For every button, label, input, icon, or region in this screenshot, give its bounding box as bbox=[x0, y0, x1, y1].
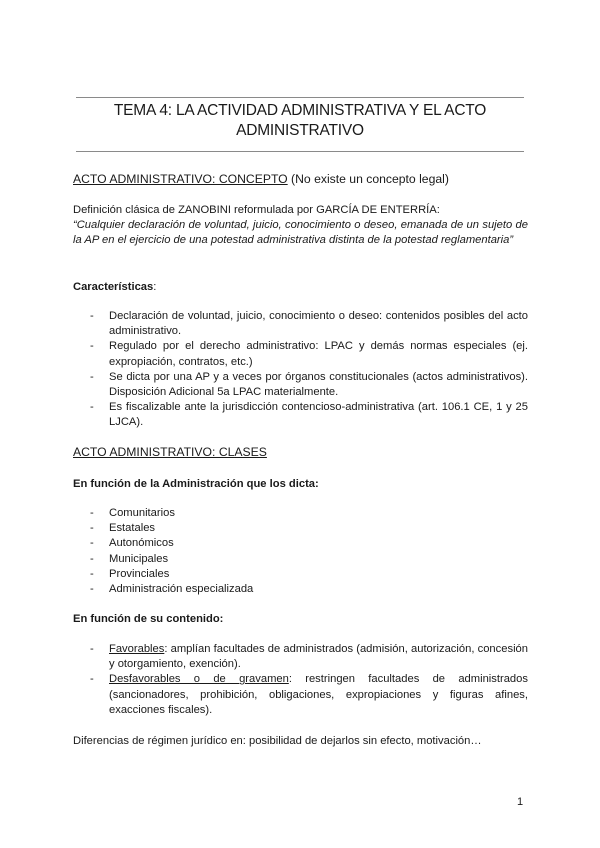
by-admin-list bbox=[73, 506, 528, 597]
differences-paragraph: Diferencias de régimen jurídico en: posibilidad de dejarlos sin efecto, motivación… bbox=[73, 735, 482, 747]
definition-quote: “Cualquier declaración de voluntad, juicio, conocimiento o deseo, emanada de un sujeto de la AP en el ejercicio de una potestad administrativa distinta de la potestad reglamentaria” bbox=[73, 219, 528, 247]
top-rule bbox=[76, 97, 524, 98]
bullet-dash: - bbox=[90, 643, 94, 655]
section-concepto-note: (No existe un concepto legal) bbox=[287, 172, 449, 186]
list-item: - Administración especializada bbox=[73, 582, 528, 597]
list-item bbox=[73, 642, 528, 672]
favorables-text: : amplían facultades de administrados (admisión, autorización, concesión y otorgamiento, exención). bbox=[109, 643, 528, 671]
title-line-1: TEMA 4: LA ACTIVIDAD ADMINISTRATIVA Y EL ACTO bbox=[113, 102, 487, 119]
bullet-dash: - bbox=[90, 340, 94, 353]
bottom-rule bbox=[76, 151, 524, 152]
bullet-dash: - bbox=[90, 310, 94, 322]
by-admin-heading: En función de la Administración que los dicta: bbox=[73, 478, 319, 490]
section-clases-heading bbox=[73, 445, 528, 460]
characteristics-colon: : bbox=[153, 281, 157, 293]
characteristics-label: Características bbox=[73, 281, 154, 293]
bullet-dash: - bbox=[90, 567, 94, 580]
bullet-dash: - bbox=[90, 507, 94, 519]
section-clases-title: ACTO ADMINISTRATIVO: CLASES bbox=[73, 445, 267, 459]
list-item: - Provinciales bbox=[73, 567, 528, 582]
characteristics-list bbox=[73, 309, 528, 431]
desfavorables-text: : restringen facultades de administrados (sancionadores, prohibición, obligaciones, expropiaciones y figuras afines, exacciones fiscales). bbox=[109, 673, 528, 716]
bullet-dash: - bbox=[90, 522, 94, 535]
bullet-dash: - bbox=[90, 370, 94, 383]
list-item: - Estatales bbox=[73, 521, 528, 536]
list-item: - Municipales bbox=[73, 552, 528, 567]
bullet-dash: - bbox=[90, 673, 94, 686]
list-item: - Comunitarios bbox=[73, 506, 528, 521]
definition-intro: Definición clásica de ZANOBINI reformulada por GARCÍA DE ENTERRÍA: bbox=[73, 204, 440, 216]
section-concepto-title: ACTO ADMINISTRATIVO: CONCEPTO bbox=[73, 172, 288, 186]
by-content-heading: En función de su contenido: bbox=[73, 613, 224, 625]
list-item: - Es fiscalizable ante la jurisdicción contencioso-administrativa (art. 106.1 CE, 1 y 25 LJCA). bbox=[90, 401, 528, 429]
page-title bbox=[76, 101, 524, 141]
page-number: 1 bbox=[517, 796, 524, 808]
bullet-dash: - bbox=[90, 537, 94, 550]
bullet-dash: - bbox=[90, 552, 94, 565]
section-concepto-heading bbox=[73, 172, 528, 187]
list-item bbox=[73, 672, 528, 718]
by-content-list bbox=[73, 642, 528, 718]
desfavorables-term: Desfavorables o de gravamen bbox=[109, 673, 289, 686]
list-item: - Se dicta por una AP y a veces por órganos constitucionales (actos administrativos). Disposición Adicional 5a LPAC materialmente. bbox=[90, 370, 528, 399]
list-item: - Regulado por el derecho administrativo: LPAC y demás normas especiales (ej. expropiación, contratos, etc.) bbox=[90, 340, 528, 368]
characteristics-heading bbox=[73, 280, 528, 295]
bullet-dash: - bbox=[90, 401, 94, 414]
bullet-dash: - bbox=[90, 583, 94, 596]
list-item: - Autonómicos bbox=[73, 536, 528, 551]
list-item: - Declaración de voluntad, juicio, conocimiento o deseo: contenidos posibles del acto administrativo. bbox=[90, 310, 528, 338]
title-line-2: ADMINISTRATIVO bbox=[236, 122, 364, 139]
favorables-term: Favorables bbox=[109, 643, 165, 655]
